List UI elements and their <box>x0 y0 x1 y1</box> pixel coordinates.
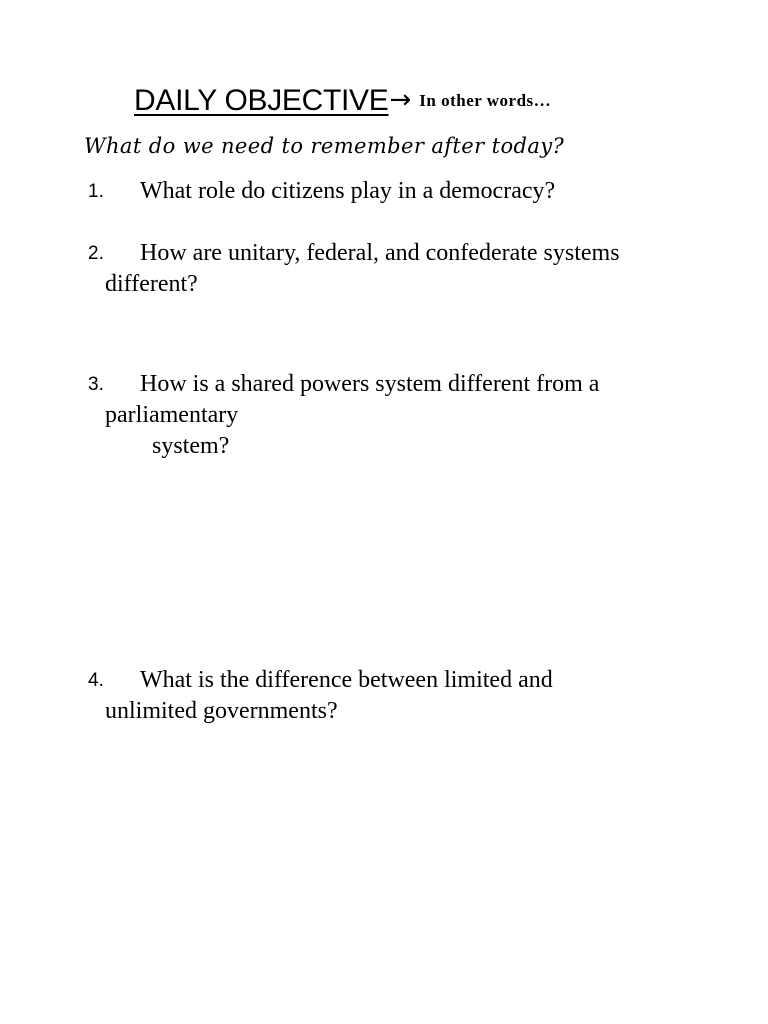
question-item-4 <box>0 665 768 727</box>
question-text: What role do citizens play in a democracy? <box>140 178 556 204</box>
page-subtitle: What do we need to remember after today? <box>84 134 565 158</box>
daily-objective-header <box>134 84 551 118</box>
question-text: How is a shared powers system different from a <box>140 371 600 397</box>
question-item-3 <box>0 369 768 462</box>
right-arrow-icon: → <box>389 85 412 115</box>
question-number: 4. <box>88 670 104 691</box>
page-title: DAILY OBJECTIVE <box>134 84 389 117</box>
question-number: 3. <box>88 374 104 395</box>
question-number: 1. <box>88 181 104 202</box>
question-text-continued: unlimited governments? <box>105 698 338 724</box>
question-number: 2. <box>88 243 104 264</box>
question-text: What is the difference between limited and <box>140 667 553 693</box>
in-other-words-label: In other words… <box>419 91 552 110</box>
question-item-1 <box>0 176 768 207</box>
question-text-continued: system? <box>152 433 230 459</box>
question-item-2 <box>0 238 768 300</box>
question-text: How are unitary, federal, and confederate systems <box>140 240 620 266</box>
question-text-continued: different? <box>105 271 198 297</box>
question-text-continued: parliamentary <box>105 402 239 428</box>
